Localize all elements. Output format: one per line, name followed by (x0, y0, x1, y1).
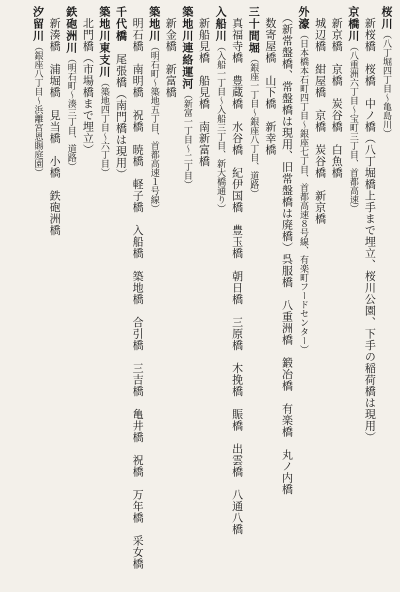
river-name: 築地川東支川 (97, 6, 111, 78)
text-line (261, 6, 278, 584)
bridge-list: 新金橋 新富橋 (164, 6, 178, 98)
text-line (228, 6, 245, 584)
text-line (278, 6, 295, 584)
bridge-list: 数寄屋橋 山下橋 新幸橋 (263, 6, 277, 156)
river-note: （八丁堀四丁目～亀島川） (381, 30, 391, 138)
river-name: 外濠 (297, 6, 311, 30)
river-note: （築地四丁目～六丁目） (98, 78, 109, 177)
text-line (129, 6, 146, 584)
text-line (145, 6, 162, 584)
text-line (162, 6, 179, 584)
text-line (328, 6, 345, 584)
bridge-list: 北門橋（市場橋まで埋立） (81, 6, 95, 156)
river-name: 千代橋 (114, 6, 128, 42)
river-name: 汐留川 (31, 6, 45, 42)
bridge-list: 新桜橋 桜橋 中ノ橋（八丁堀橋上手まで埋立、桜川公園、下手の稲荷橋は現用） (363, 6, 377, 443)
river-note: （明石町～湊三丁目、道路） (65, 54, 76, 171)
river-note: （日本橋本石町四丁目～銀座七丁目、首都高速８号線、有楽町フードセンター） (298, 30, 309, 354)
bridge-list: 明石橋 南明橋 祝橋 暁橋 軽子橋 入船橋 築地橋 合引橋 三吉橋 亀井橋 祝橋 万年橋 采女橋 (131, 6, 145, 570)
text-line (361, 6, 378, 584)
text-line (62, 6, 79, 584)
text-line (95, 6, 112, 584)
text-line (79, 6, 96, 584)
bridge-list: 真福寺橋 豊蔵橋 水谷橋 紀伊国橋 豊玉橋 朝日橋 三原橋 木挽橋 賑橋 出雲橋 八通八橋 (230, 6, 244, 535)
river-name: 桜川 (380, 6, 393, 30)
river-note: （銀座一丁目～銀座八丁目、道路） (248, 54, 259, 198)
bridge-list: 新京橋 京橋 炭谷橋 白魚橋 (330, 6, 344, 179)
text-line (211, 6, 228, 584)
text-line (344, 6, 361, 584)
river-name: 三十間堀 (247, 6, 261, 54)
river-note: （明石町～築地五丁目、首都高速１号線） (148, 42, 159, 213)
text-line (195, 6, 212, 584)
river-note: （銀座八丁目～浜離宮恩賜庭園） (32, 42, 43, 177)
text-line (311, 6, 328, 584)
bridge-list: 新湊橋 浦堀橋 見当橋 小橋 鉄砲洲橋 (48, 6, 62, 236)
text-line (178, 6, 195, 584)
text-line (112, 6, 129, 584)
river-name: 築地川連絡運河 (180, 6, 194, 90)
text-line (245, 6, 262, 584)
river-name: 鉄砲洲川 (64, 6, 78, 54)
river-note: （入船一丁目～入船三丁目、新大橋通り） (215, 42, 226, 213)
river-note: （新富一丁目～二丁目） (181, 90, 192, 189)
text-line (46, 6, 63, 584)
bridge-list: 新船見橋 船見橋 南新富橋 (197, 6, 211, 167)
river-name: 築地川 (147, 6, 161, 42)
river-name: 京橋川 (346, 6, 360, 42)
text-line (29, 6, 46, 584)
bridge-list: 尾張橋（南門橋は現用） (114, 42, 128, 180)
text-line (294, 6, 311, 584)
bridge-list: 城辺橋 紺屋橋 京橋 炭谷橋 新京橋 (313, 6, 327, 225)
river-note: （八重洲六丁目～宝町三丁目、首都高速） (347, 42, 358, 213)
river-name: 入船川 (214, 6, 228, 42)
bridge-list: （新常盤橋、常盤橋は現用、旧常盤橋は廃橋）呉服橋 八重洲橋 鍛冶橋 有楽橋 丸ノ内橋 (280, 6, 294, 495)
text-line (377, 6, 394, 584)
